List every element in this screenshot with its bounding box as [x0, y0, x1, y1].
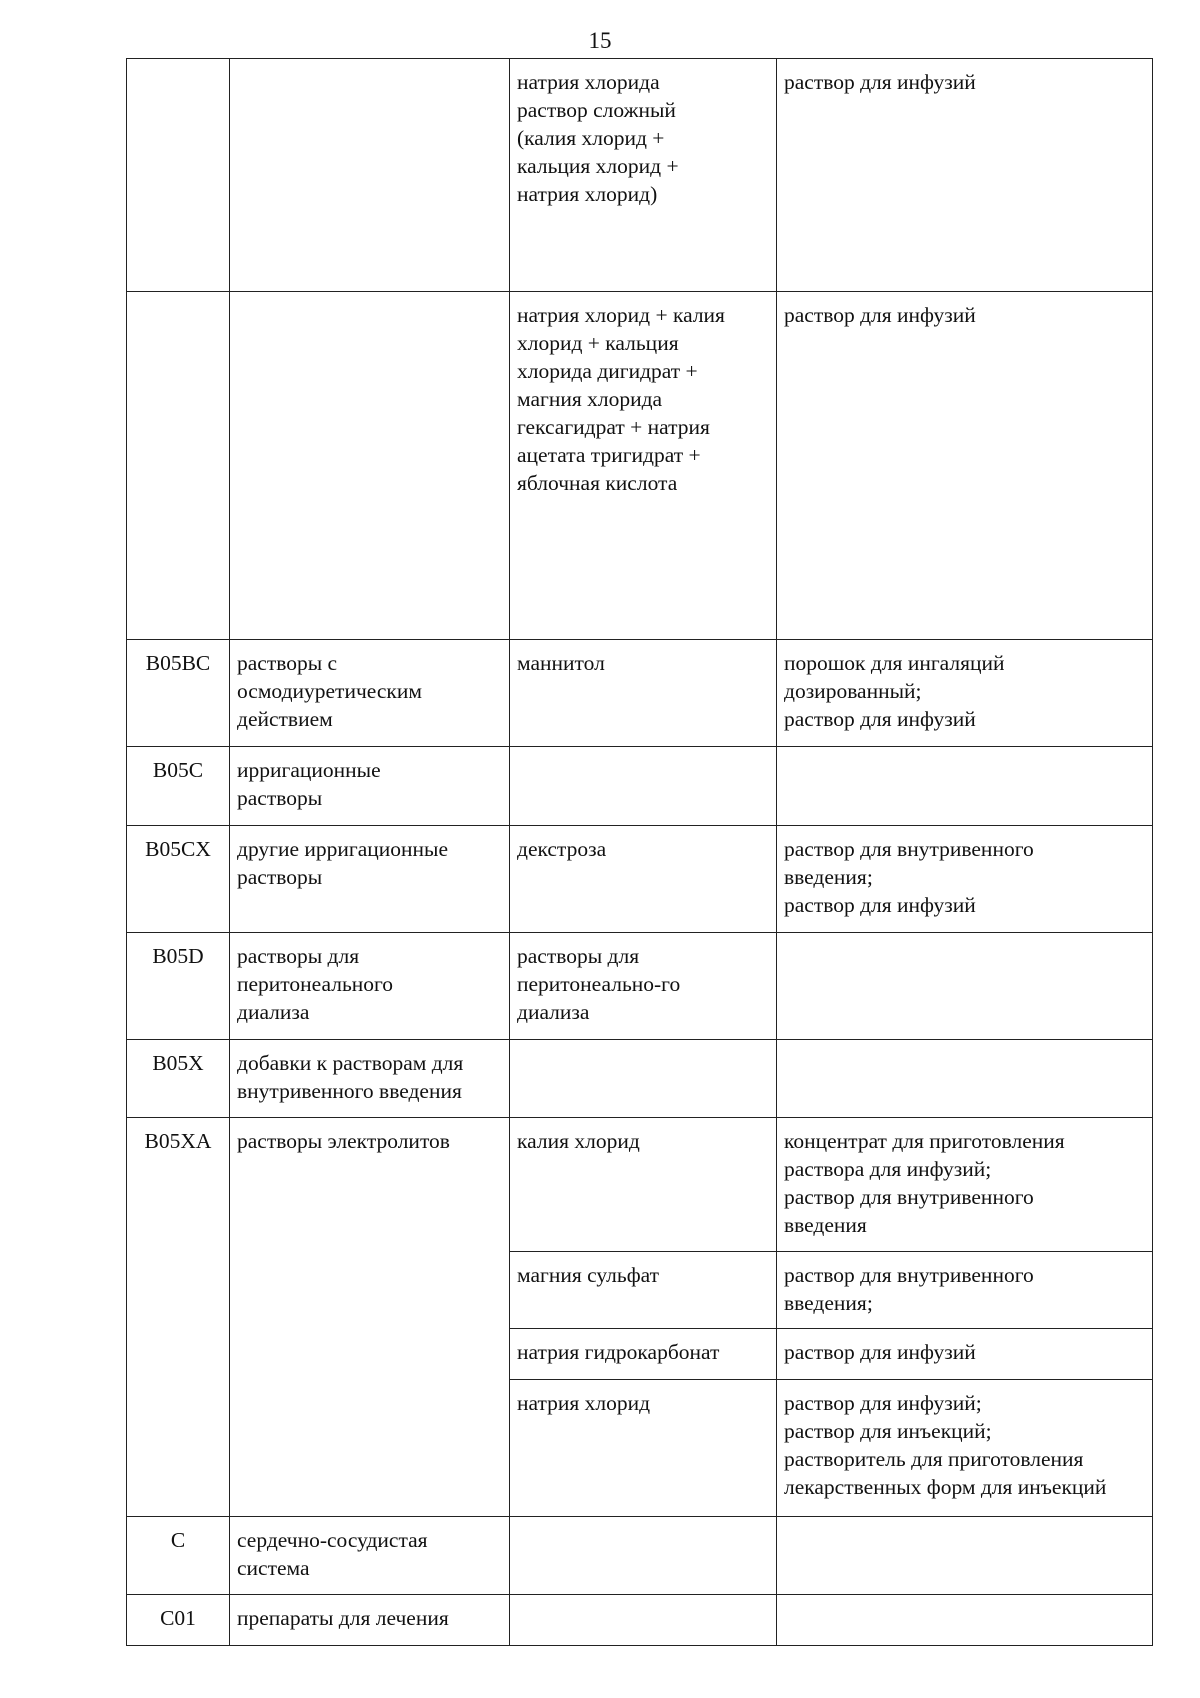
- group-line: диализа: [237, 1000, 310, 1024]
- form-line: раствор для внутривенного: [784, 837, 1034, 861]
- group-line: растворы с: [237, 651, 338, 675]
- table-row: [127, 292, 1153, 640]
- atc-code-cell: C: [127, 1517, 230, 1595]
- drug-line: натрия хлорид + калия: [517, 303, 725, 327]
- group-cell: [230, 1595, 510, 1646]
- atc-code-cell: B05CX: [127, 826, 230, 933]
- form-line: растворитель для приготовления: [784, 1447, 1084, 1471]
- atc-code-cell: B05D: [127, 933, 230, 1040]
- group-line: растворы: [237, 786, 323, 810]
- group-line: сердечно-сосудистая: [237, 1528, 428, 1552]
- atc-code-cell: [127, 292, 230, 640]
- drug-line: яблочная кислота: [517, 471, 678, 495]
- drug-cell: [510, 1517, 777, 1595]
- drug-cell: [510, 292, 777, 640]
- form-line: раствор для инфузий: [784, 707, 976, 731]
- table-row: [127, 1118, 1153, 1252]
- drug-line: раствор сложный: [517, 98, 676, 122]
- drug-cell: [510, 1118, 777, 1252]
- group-line: растворы электролитов: [237, 1129, 450, 1153]
- form-cell: [777, 1118, 1153, 1252]
- drug-cell: [510, 1380, 777, 1517]
- atc-code-cell: C01: [127, 1595, 230, 1646]
- group-line: растворы: [237, 865, 323, 889]
- form-line: концентрат для приготовления: [784, 1129, 1065, 1153]
- form-cell: [777, 747, 1153, 826]
- group-cell: [230, 747, 510, 826]
- drug-line: гексагидрат + натрия: [517, 415, 710, 439]
- group-line: другие ирригационные: [237, 837, 449, 861]
- form-cell: [777, 826, 1153, 933]
- form-line: введения;: [784, 1291, 873, 1315]
- drug-line: маннитол: [517, 651, 605, 675]
- form-line: введения: [784, 1213, 867, 1237]
- form-line: порошок для ингаляций: [784, 651, 1005, 675]
- group-line: перитонеального: [237, 972, 394, 996]
- drug-line: натрия хлорид): [517, 182, 658, 206]
- drug-line: хлорида дигидрат +: [517, 359, 698, 383]
- form-cell: [777, 1595, 1153, 1646]
- table-row: [127, 826, 1153, 933]
- group-line: ирригационные: [237, 758, 381, 782]
- drug-line: растворы для: [517, 944, 640, 968]
- drug-line: натрия гидрокарбонат: [517, 1340, 720, 1364]
- group-cell: [230, 292, 510, 640]
- form-line: лекарственных форм для инъекций: [784, 1475, 1107, 1499]
- group-line: действием: [237, 707, 333, 731]
- group-cell: [230, 1118, 510, 1517]
- drug-cell: [510, 1252, 777, 1329]
- drug-cell: [510, 1040, 777, 1118]
- drug-line: перитонеально-го: [517, 972, 681, 996]
- form-line: введения;: [784, 865, 873, 889]
- form-cell: [777, 1380, 1153, 1517]
- drug-cell: [510, 933, 777, 1040]
- group-line: добавки к растворам для: [237, 1051, 464, 1075]
- drug-cell: [510, 747, 777, 826]
- table-row: [127, 59, 1153, 292]
- form-cell: [777, 1517, 1153, 1595]
- drug-cell: [510, 640, 777, 747]
- medication-table: [126, 58, 1153, 1646]
- drug-line: магния хлорида: [517, 387, 663, 411]
- drug-line: (калия хлорид +: [517, 126, 665, 150]
- group-cell: [230, 1517, 510, 1595]
- form-line: раствор для инъекций;: [784, 1419, 992, 1443]
- group-line: внутривенного введения: [237, 1079, 462, 1103]
- table-row: [127, 933, 1153, 1040]
- form-line: раствор для инфузий: [784, 1340, 976, 1364]
- atc-code-cell: [127, 59, 230, 292]
- form-line: раствор для инфузий: [784, 893, 976, 917]
- drug-cell: [510, 1329, 777, 1380]
- group-cell: [230, 826, 510, 933]
- group-line: растворы для: [237, 944, 360, 968]
- drug-line: диализа: [517, 1000, 590, 1024]
- form-line: раствор для внутривенного: [784, 1263, 1034, 1287]
- atc-code-cell: B05BC: [127, 640, 230, 747]
- form-cell: [777, 59, 1153, 292]
- form-cell: [777, 933, 1153, 1040]
- form-line: раствор для инфузий: [784, 70, 976, 94]
- drug-line: калия хлорид: [517, 1129, 640, 1153]
- drug-line: декстроза: [517, 837, 607, 861]
- atc-code-cell: B05C: [127, 747, 230, 826]
- atc-code-cell: B05XA: [127, 1118, 230, 1517]
- table-row: [127, 1040, 1153, 1118]
- drug-line: магния сульфат: [517, 1263, 660, 1287]
- drug-line: кальция хлорид +: [517, 154, 679, 178]
- drug-cell: [510, 826, 777, 933]
- drug-cell: [510, 59, 777, 292]
- group-line: осмодиуретическим: [237, 679, 422, 703]
- group-cell: [230, 933, 510, 1040]
- form-cell: [777, 1252, 1153, 1329]
- drug-cell: [510, 1595, 777, 1646]
- drug-line: натрия хлорида: [517, 70, 660, 94]
- form-line: дозированный;: [784, 679, 922, 703]
- group-line: система: [237, 1556, 310, 1580]
- atc-code-cell: B05X: [127, 1040, 230, 1118]
- drug-line: ацетата тригидрат +: [517, 443, 701, 467]
- form-line: раствор для инфузий;: [784, 1391, 982, 1415]
- form-line: раствора для инфузий;: [784, 1157, 992, 1181]
- group-line: препараты для лечения: [237, 1606, 449, 1630]
- form-cell: [777, 292, 1153, 640]
- drug-line: натрия хлорид: [517, 1391, 651, 1415]
- page-number: 15: [588, 28, 612, 53]
- group-cell: [230, 1040, 510, 1118]
- table-row: [127, 1595, 1153, 1646]
- table-row: [127, 640, 1153, 747]
- form-cell: [777, 640, 1153, 747]
- table-row: [127, 1517, 1153, 1595]
- form-cell: [777, 1329, 1153, 1380]
- group-cell: [230, 59, 510, 292]
- drug-line: хлорид + кальция: [517, 331, 679, 355]
- form-line: раствор для внутривенного: [784, 1185, 1034, 1209]
- table-row: [127, 747, 1153, 826]
- form-line: раствор для инфузий: [784, 303, 976, 327]
- form-cell: [777, 1040, 1153, 1118]
- group-cell: [230, 640, 510, 747]
